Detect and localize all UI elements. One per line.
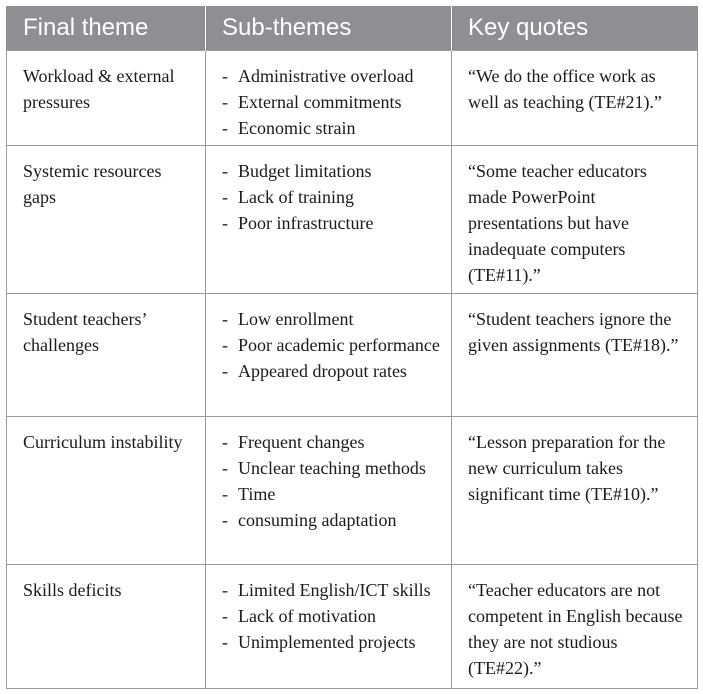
final-theme-text: Curriculum instability: [23, 431, 183, 452]
final-theme-cell: [7, 293, 206, 416]
sub-theme-item: - Economic strain: [222, 115, 447, 141]
sub-theme-item: - External commitments: [222, 89, 447, 115]
sub-theme-item: - Limited English/ICT skills: [222, 577, 447, 603]
sub-themes-cell: [206, 50, 452, 145]
sub-theme-item: - Lack of motivation: [222, 603, 447, 629]
key-quote-text: “Student teachers ignore the given assignments (TE#18).”: [468, 308, 679, 355]
key-quote-cell: [452, 50, 698, 145]
key-quote-text: “We do the office work as well as teaching (TE#21).”: [468, 65, 662, 112]
key-quote-text: “Teacher educators are not competent in English because they are not studious (TE#22).”: [468, 579, 683, 678]
key-quote-cell: [452, 293, 698, 416]
sub-theme-item: - Unclear teaching methods: [222, 455, 447, 481]
sub-theme-item: - Administrative overload: [222, 63, 447, 89]
header-row: [7, 6, 698, 50]
sub-theme-item: - consuming adaptation: [222, 507, 447, 533]
table-row: [7, 564, 698, 688]
key-quote-cell: [452, 416, 698, 564]
sub-theme-item: - Unimplemented projects: [222, 629, 447, 655]
sub-theme-item: - Lack of training: [222, 184, 447, 210]
sub-themes-cell: [206, 564, 452, 688]
table-row: [7, 293, 698, 416]
sub-theme-item: - Frequent changes: [222, 429, 447, 455]
final-theme-cell: [7, 416, 206, 564]
sub-themes-list: [222, 158, 447, 236]
header-key-quotes: Key quotes: [452, 6, 698, 50]
key-quote-text: “Lesson preparation for the new curriculum takes significant time (TE#10).”: [468, 431, 666, 504]
sub-themes-cell: [206, 145, 452, 293]
sub-themes-list: [222, 63, 447, 141]
final-theme-cell: [7, 145, 206, 293]
sub-themes-cell: [206, 416, 452, 564]
table-row: [7, 145, 698, 293]
sub-theme-item: - Appeared dropout rates: [222, 358, 447, 384]
sub-themes-cell: [206, 293, 452, 416]
table-row: [7, 416, 698, 564]
key-quote-text: “Some teacher educators made PowerPoint presentations but have inadequate computers (TE#11).”: [468, 160, 647, 285]
header-final-theme: Final theme: [7, 6, 206, 50]
sub-theme-item: - Poor infrastructure: [222, 210, 447, 236]
final-theme-text: Systemic resources gaps: [23, 160, 162, 207]
sub-theme-item: - Budget limitations: [222, 158, 447, 184]
final-theme-text: Student teachers’ challenges: [23, 308, 147, 355]
final-theme-text: Workload & external pressures: [23, 65, 175, 112]
sub-themes-list: [222, 577, 447, 655]
final-theme-cell: [7, 564, 206, 688]
header-sub-themes: Sub-themes: [206, 6, 452, 50]
final-theme-text: Skills deficits: [23, 579, 122, 600]
sub-theme-item: - Poor academic performance: [222, 332, 447, 358]
sub-themes-list: [222, 429, 447, 533]
sub-theme-item: - Time: [222, 481, 447, 507]
key-quote-cell: [452, 564, 698, 688]
sub-theme-item: - Low enrollment: [222, 306, 447, 332]
themes-table: [6, 6, 698, 689]
table-row: [7, 50, 698, 145]
key-quote-cell: [452, 145, 698, 293]
final-theme-cell: [7, 50, 206, 145]
sub-themes-list: [222, 306, 447, 384]
